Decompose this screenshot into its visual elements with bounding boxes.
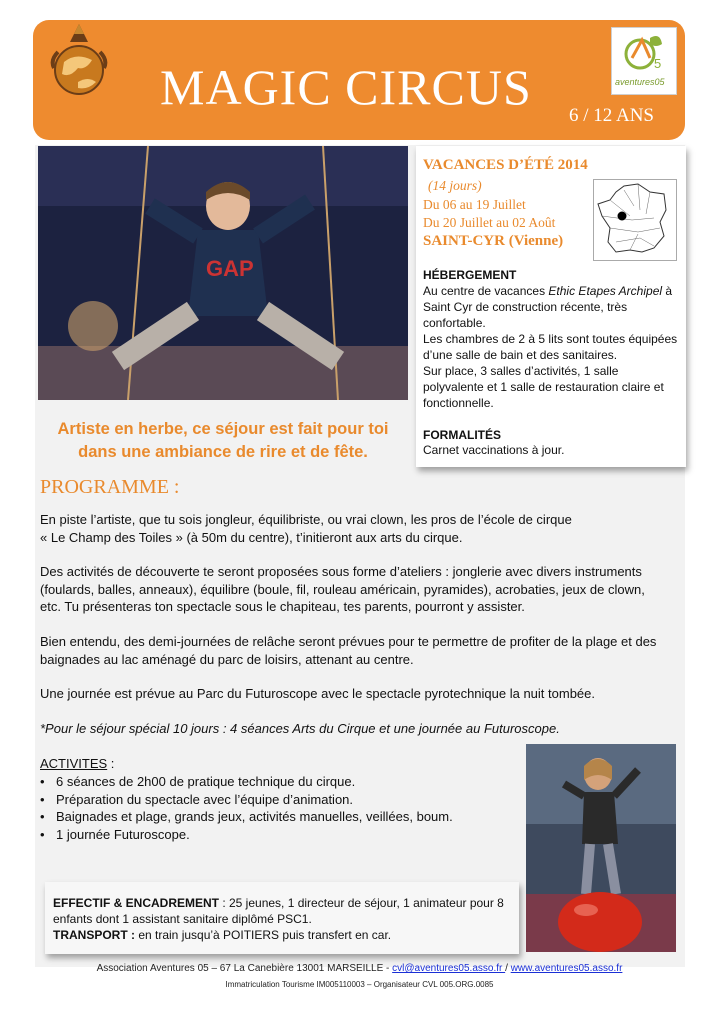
activities-colon: : (107, 756, 115, 771)
svg-text:GAP: GAP (206, 256, 254, 281)
caption-line-2: dans une ambiance de rire et de fête. (78, 443, 368, 461)
aventures05-logo (611, 27, 677, 95)
date-range-1: Du 06 au 19 Juillet (423, 197, 526, 212)
effectif-text: : 25 jeunes, 1 directeur de séjour, 1 animateur pour 8 (219, 896, 504, 910)
bullet-icon: • (40, 826, 45, 842)
p1-line-2: « Le Champ des Toiles » (à 50m du centre), t’initieront aux arts du cirque. (40, 529, 463, 545)
list-item (40, 791, 453, 809)
activity-text: Préparation du spectacle avec l’équipe d’animation. (56, 791, 354, 807)
p2-line-3: etc. Tu présenteras ton spectacle sous le chapiteau, tes parents, pourront y assister. (40, 599, 525, 614)
circus-globe-logo-icon (48, 22, 110, 100)
facilities-text: Sur place, 3 salles d’activités, 1 salle polyvalente et 1 salle de restauration claire et fonctionnelle. (423, 364, 664, 410)
effectif-line-1 (53, 895, 513, 911)
programme-paragraph-3 (40, 633, 656, 668)
caption-line-1: Artiste en herbe, ce séjour est fait pour toi (57, 420, 389, 438)
logo-text: aventures05 (615, 77, 665, 87)
p3-line-2: baignades au lac aménagé du parc de loisirs, attenant au centre. (40, 651, 414, 667)
aventures05-logo-icon (612, 28, 676, 76)
activity-text: 1 journée Futuroscope. (56, 826, 190, 842)
p2-line-1: Des activités de découverte te seront proposées sous forme d’ateliers : jonglerie avec divers instruments (40, 564, 642, 579)
duration: (14 jours) (428, 178, 482, 193)
programme-paragraph-1 (40, 511, 572, 546)
hebergement-text (423, 284, 679, 332)
france-map-icon (594, 180, 676, 260)
footer-address (0, 963, 719, 974)
programme-title: PROGRAMME : (40, 476, 180, 498)
hebergement-heading: HÉBERGEMENT (423, 268, 517, 282)
list-item (40, 773, 453, 791)
transport-line (53, 927, 513, 943)
footer-email-link[interactable]: cvl@aventures05.asso.fr (392, 963, 506, 974)
hebergement-rest: à Saint Cyr de construction récente, très confortable. (423, 284, 673, 330)
activity-text: 6 séances de 2h00 de pratique technique du cirque. (56, 774, 356, 789)
transport-label: TRANSPORT : (53, 928, 135, 942)
p2-line-2: (foulards, balles, anneaux), équilibre (boule, fil, rouleau américain, pyramides), acrobaties, jeux de clown, (40, 581, 645, 597)
formalites-heading: FORMALITÉS (423, 428, 501, 442)
formalites-text: Carnet vaccinations à jour. (423, 443, 565, 457)
programme-note: *Pour le séjour spécial 10 jours : 4 séances Arts du Cirque et une journée au Futuroscope. (40, 721, 560, 736)
age-range: 6 / 12 ANS (569, 105, 654, 126)
bullet-icon: • (40, 791, 45, 807)
list-item (40, 808, 453, 826)
effectif-label: EFFECTIF & ENCADREMENT (53, 896, 219, 910)
programme-paragraph-4: Une journée est prévue au Parc du Futuroscope avec le spectacle pyrotechnique la nuit tombée. (40, 686, 596, 701)
france-map (593, 179, 677, 261)
transport-text: en train jusqu’à POITIERS puis transfert en car. (135, 928, 392, 942)
programme-paragraph-2 (40, 563, 645, 616)
p1-line-1: En piste l’artiste, que tu sois jongleur, équilibriste, ou vrai clown, les pros de l’école de cirque (40, 512, 572, 527)
effectif-box (45, 882, 519, 954)
activities-heading-text: ACTIVITES (40, 756, 108, 771)
vacances-title: VACANCES D’ÉTÉ 2014 (423, 157, 588, 173)
activities-list (40, 773, 453, 843)
page-title: MAGIC CIRCUS (160, 59, 532, 115)
circus-trapeze-photo (38, 146, 408, 400)
footer-registration: Immatriculation Tourisme IM005110003 – Organisateur CVL 005.ORG.0085 (225, 980, 494, 989)
child-on-ball-photo (526, 744, 676, 952)
hebergement-name: Ethic Etapes Archipel (548, 284, 663, 298)
footer-separator: / (505, 963, 511, 974)
photo-caption (38, 418, 408, 464)
rooms-text: Les chambres de 2 à 5 lits sont toutes équipées d’une salle de bain et des sanitaires. (423, 332, 678, 362)
info-box (416, 146, 686, 467)
activities-heading (40, 755, 114, 773)
svg-text:5: 5 (654, 56, 662, 71)
footer-address-text: Association Aventures 05 – 67 La Canebière 13001 MARSEILLE - (96, 963, 393, 974)
activity-text: Baignades et plage, grands jeux, activités manuelles, veillées, boum. (56, 809, 453, 824)
effectif-line-2: enfants dont 1 assistant sanitaire diplômé PSC1. (53, 912, 312, 926)
hebergement-prefix: Au centre de vacances (423, 284, 549, 298)
bullet-icon: • (40, 809, 45, 824)
location: SAINT-CYR (Vienne) (423, 233, 564, 249)
list-item (40, 826, 453, 844)
date-range-2: Du 20 Juillet au 02 Août (423, 215, 556, 230)
p3-line-1: Bien entendu, des demi-journées de relâche seront prévues pour te permettre de profiter de la plage et des (40, 634, 657, 649)
footer-website-link[interactable]: www.aventures05.asso.fr (510, 963, 623, 974)
bullet-icon: • (40, 774, 45, 789)
